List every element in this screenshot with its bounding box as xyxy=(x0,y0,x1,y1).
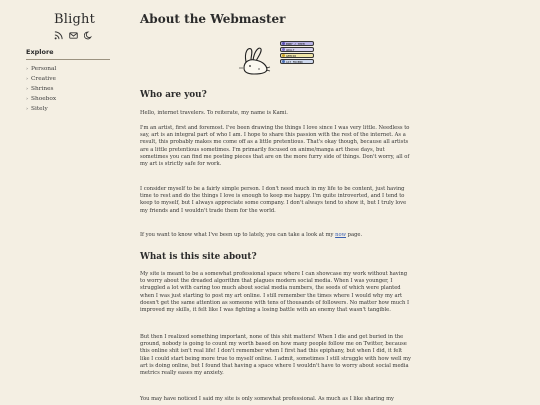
site-title[interactable]: Blight xyxy=(54,12,95,27)
cat-friend-badge: CAT FRIEND xyxy=(280,59,314,64)
sidebar-item-label: Shoebox xyxy=(31,96,57,102)
intro-paragraph: Hello, internet travelers. To reiterate, my name is Kami. xyxy=(140,110,288,116)
personality-paragraph: I consider myself to be a fairly simple person. I don't need much in my life to be content, just having time to rest and do the things I love is enough to keep me happy. I'm quite introverted, and I tend to keep to myself, but I always appreciate some company. I don't always tend to show it, but I truly love my friends and I wouldn't trade them for the world. xyxy=(140,186,407,214)
rss-icon[interactable] xyxy=(54,31,63,40)
site-icons xyxy=(54,31,112,40)
sidebar-nav xyxy=(26,64,112,114)
chevron-right-icon: › xyxy=(26,96,28,102)
badge-dot xyxy=(282,42,285,45)
badge-dot xyxy=(282,60,285,63)
sidebar xyxy=(0,0,112,405)
chevron-right-icon: › xyxy=(26,86,28,92)
badge-stack xyxy=(280,41,314,64)
page-title: About the Webmaster xyxy=(140,12,286,26)
sidebar-item-creative[interactable] xyxy=(26,74,112,84)
now-prefix: If you want to know what I've been up to lately, you can take a look at my xyxy=(140,232,336,238)
adult-badge: ADULT xyxy=(280,47,314,52)
sidebar-item-label: Creative xyxy=(31,76,56,82)
sidebar-item-personal[interactable] xyxy=(26,64,112,74)
now-suffix: page. xyxy=(346,232,363,238)
explore-heading: Explore xyxy=(26,48,54,56)
sidebar-item-shoebox[interactable] xyxy=(26,94,112,104)
sidebar-item-label: Shrines xyxy=(31,86,54,92)
explore-divider xyxy=(26,59,110,60)
now-paragraph xyxy=(140,232,412,239)
now-page-link[interactable]: now xyxy=(335,232,347,238)
mail-icon[interactable] xyxy=(69,31,78,40)
section-heading: Who are you? xyxy=(140,90,207,100)
badge-dot xyxy=(282,54,285,57)
site-purpose-paragraph: My site is meant to be a somewhat professional space where I can showcase my work without having to worry about the dreaded algorithm that plagues modern social media. When I was younger, I struggled a lot with caring too much about social media numbers, the seeds of which were planted when I was just starting to post my art online. I still remember the times where I would why my art doesn't get the same attention as someone with tens of thousands of followers. No matter how much I improved my skills, it felt like I was fighting a losing battle with an enemy that wasn't tangible. xyxy=(140,271,410,314)
sidebar-item-label: Sitely xyxy=(31,106,48,112)
chevron-right-icon: › xyxy=(26,106,28,112)
artist-paragraph: I'm an artist, first and foremost. I've been drawing the things I love since I was very little. Needless to say, art is an integral part of who I am. I hope to share this passion with the rest of the internet. As a result, this probably makes me come off as a little pretentious. That's okay though, because all artists are a little pretentious sometimes. I'm primarily focused on anime/manga art these days, but sometimes you can find me posting pieces that are on the more furry side of things. Don't worry, all of my art is strictly safe for work. xyxy=(140,125,410,168)
realization-paragraph: But then I realized something important, none of this shit matters! When I die and get buried in the ground, nobody is going to count my worth based on how many people follow me on Twitter, because this online shit isn't real life! I don't remember when I first had this epiphany, but when I did, it felt like I could start being more true to myself online. I admit, sometimes I still struggle with how well my art is doing online, but I found that having a space where I wouldn't have to worry about social media metrics really eases my anxiety. xyxy=(140,334,411,377)
sidebar-item-label: Personal xyxy=(31,66,57,72)
pronoun-badge: ENBY / THEM xyxy=(280,41,314,46)
bunny-drawing xyxy=(236,38,278,76)
badge-dot xyxy=(282,48,285,51)
sidebar-item-sitely[interactable] xyxy=(26,104,112,114)
main-content xyxy=(140,0,412,405)
professional-paragraph: You may have noticed I said my site is only somewhat professional. As much as I like sharing my xyxy=(140,396,394,402)
section-heading: What is this site about? xyxy=(140,252,257,262)
sidebar-item-shrines[interactable] xyxy=(26,84,112,94)
moon-icon[interactable] xyxy=(84,31,93,40)
gemini-badge: GEMINI xyxy=(280,53,314,58)
chevron-right-icon: › xyxy=(26,66,28,72)
chevron-right-icon: › xyxy=(26,76,28,82)
hero-image xyxy=(236,38,326,76)
